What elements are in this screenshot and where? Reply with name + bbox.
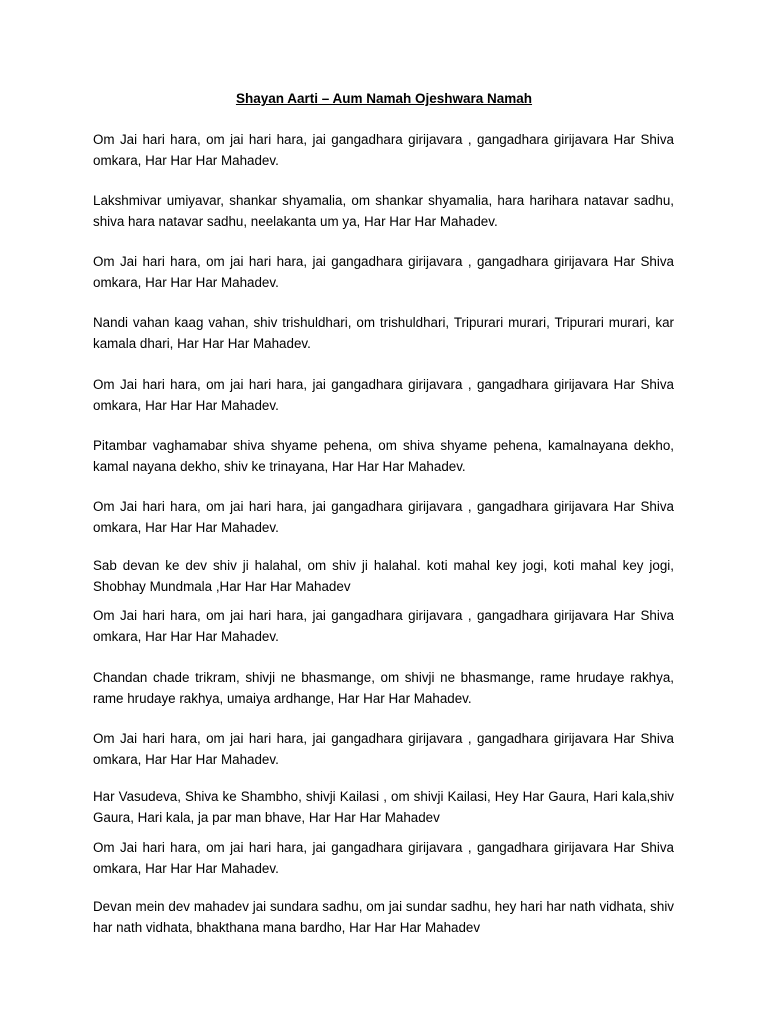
paragraph-8: Sab devan ke dev shiv ji halahal, om shiv ji halahal. koti mahal key jogi, koti mahal key jogi, Shobhay Mundmala ,Har Har Har Mahadev: [93, 558, 674, 594]
paragraph-4: Nandi vahan kaag vahan, shiv trishuldhari, om trishuldhari, Tripurari murari, Tripurari murari, kar kamala dhari, Har Har Har Mahadev.: [93, 315, 674, 351]
page-title: Shayan Aarti – Aum Namah Ojeshwara Namah: [235, 91, 533, 106]
paragraph-6: Pitambar vaghamabar shiva shyame pehena, om shiva shyame pehena, kamalnayana dekho, kamal nayana dekho, shiv ke trinayana, Har Har Har Mahadev.: [93, 438, 674, 474]
paragraph-13: Om Jai hari hara, om jai hari hara, jai gangadhara girijavara , gangadhara girijavara Har Shiva omkara, Har Har Har Mahadev.: [93, 840, 674, 876]
paragraph-5: Om Jai hari hara, om jai hari hara, jai gangadhara girijavara , gangadhara girijavara Har Shiva omkara, Har Har Har Mahadev.: [93, 377, 674, 413]
paragraph-12: Har Vasudeva, Shiva ke Shambho, shivji Kailasi , om shivji Kailasi, Hey Har Gaura, Hari kala,shiv Gaura, Hari kala, ja par man bhave, Har Har Har Mahadev: [93, 789, 674, 825]
paragraph-1: Om Jai hari hara, om jai hari hara, jai gangadhara girijavara , gangadhara girijavara Har Shiva omkara, Har Har Har Mahadev.: [93, 132, 674, 168]
paragraph-3: Om Jai hari hara, om jai hari hara, jai gangadhara girijavara , gangadhara girijavara Har Shiva omkara, Har Har Har Mahadev.: [93, 254, 674, 290]
paragraph-2: Lakshmivar umiyavar, shankar shyamalia, om shankar shyamalia, hara harihara natavar sadhu, shiva hara natavar sadhu, neelakanta um ya, Har Har Har Mahadev.: [93, 193, 674, 229]
paragraph-7: Om Jai hari hara, om jai hari hara, jai gangadhara girijavara , gangadhara girijavara Har Shiva omkara, Har Har Har Mahadev.: [93, 499, 674, 535]
paragraph-11: Om Jai hari hara, om jai hari hara, jai gangadhara girijavara , gangadhara girijavara Har Shiva omkara, Har Har Har Mahadev.: [93, 731, 674, 767]
paragraph-10: Chandan chade trikram, shivji ne bhasmange, om shivji ne bhasmange, rame hrudaye rakhya, rame hrudaye rakhya, umaiya ardhange, Har Har Har Mahadev.: [93, 670, 674, 706]
paragraph-14: Devan mein dev mahadev jai sundara sadhu, om jai sundar sadhu, hey hari har nath vidhata, shiv har nath vidhata, bhakthana mana bardho, Har Har Har Mahadev: [93, 899, 674, 935]
paragraph-9: Om Jai hari hara, om jai hari hara, jai gangadhara girijavara , gangadhara girijavara Har Shiva omkara, Har Har Har Mahadev.: [93, 608, 674, 644]
